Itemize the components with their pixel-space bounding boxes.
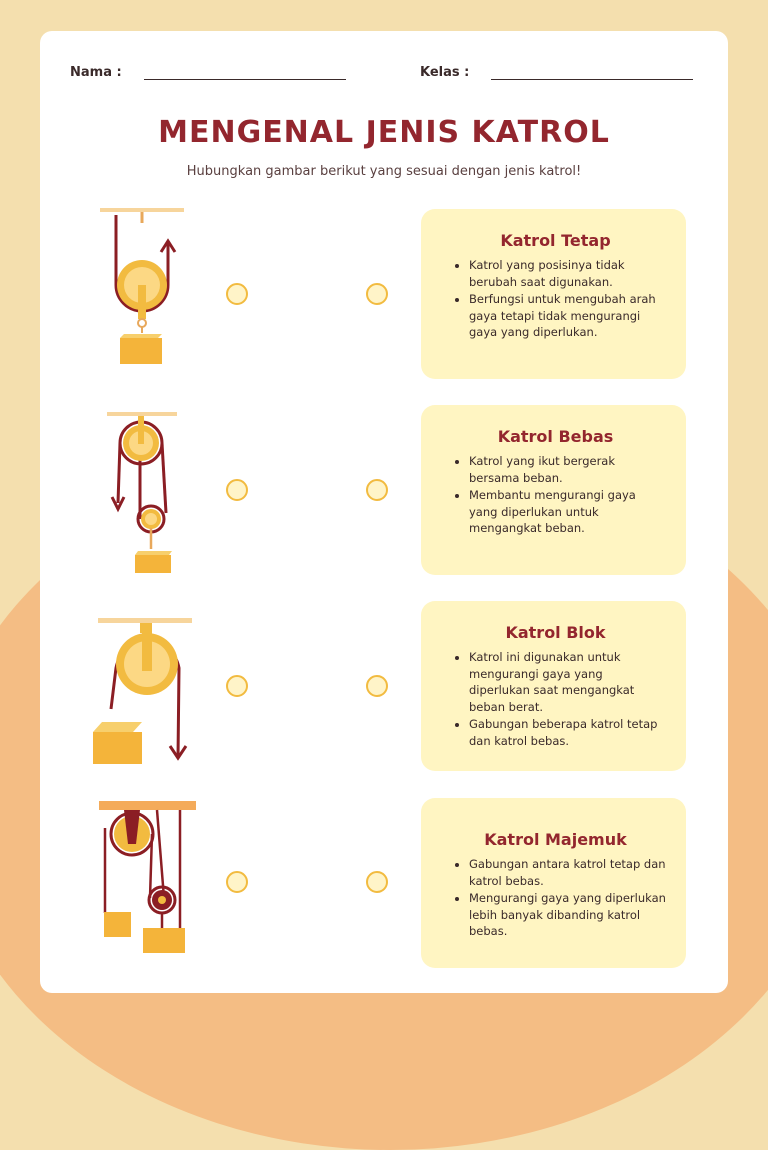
class-label: Kelas : xyxy=(420,65,470,80)
card-point: • Katrol yang ikut bergerak bersama beban. xyxy=(469,453,666,486)
card-point: • Membantu mengurangi gaya yang diperlukan untuk mengangkat beban. xyxy=(469,487,666,537)
card-point: • Katrol ini digunakan untuk mengurangi gaya yang diperlukan saat mengangkat beban berat. xyxy=(469,649,666,715)
fixed-pulley-icon xyxy=(90,205,210,375)
right-connector-dot-4[interactable] xyxy=(366,871,388,893)
movable-pulley-icon xyxy=(90,403,210,573)
right-connector-dot-1[interactable] xyxy=(366,283,388,305)
card-katrol-majemuk xyxy=(421,798,686,968)
card-point: • Mengurangi gaya yang diperlukan lebih banyak dibanding katrol bebas. xyxy=(469,890,666,940)
card-point: • Gabungan antara katrol tetap dan katrol bebas. xyxy=(469,856,666,889)
compound-pulley-icon xyxy=(90,798,210,968)
card-katrol-bebas xyxy=(421,405,686,575)
right-connector-dot-3[interactable] xyxy=(366,675,388,697)
card-title: Katrol Tetap xyxy=(500,231,611,250)
card-katrol-blok xyxy=(421,601,686,771)
name-label: Nama : xyxy=(70,65,122,80)
card-title: Katrol Bebas xyxy=(497,427,614,446)
left-connector-dot-2[interactable] xyxy=(226,479,248,501)
page-title: MENGENAL JENIS KATROL xyxy=(158,115,610,150)
card-point: • Gabungan beberapa katrol tetap dan katrol bebas. xyxy=(469,716,666,749)
block-pulley-icon xyxy=(90,614,210,784)
instructions: Hubungkan gambar berikut yang sesuai dengan jenis katrol! xyxy=(186,164,582,179)
card-title: Katrol Majemuk xyxy=(484,830,627,849)
right-connector-dot-2[interactable] xyxy=(366,479,388,501)
card-point: • Berfungsi untuk mengubah arah gaya tetapi tidak mengurangi gaya yang diperlukan. xyxy=(469,291,666,341)
card-title: Katrol Blok xyxy=(505,623,606,642)
worksheet xyxy=(40,31,728,993)
card-katrol-tetap xyxy=(421,209,686,379)
left-connector-dot-3[interactable] xyxy=(226,675,248,697)
left-connector-dot-4[interactable] xyxy=(226,871,248,893)
left-connector-dot-1[interactable] xyxy=(226,283,248,305)
card-point: • Katrol yang posisinya tidak berubah saat digunakan. xyxy=(469,257,666,290)
class-field[interactable] xyxy=(491,79,693,80)
name-field[interactable] xyxy=(144,79,346,80)
